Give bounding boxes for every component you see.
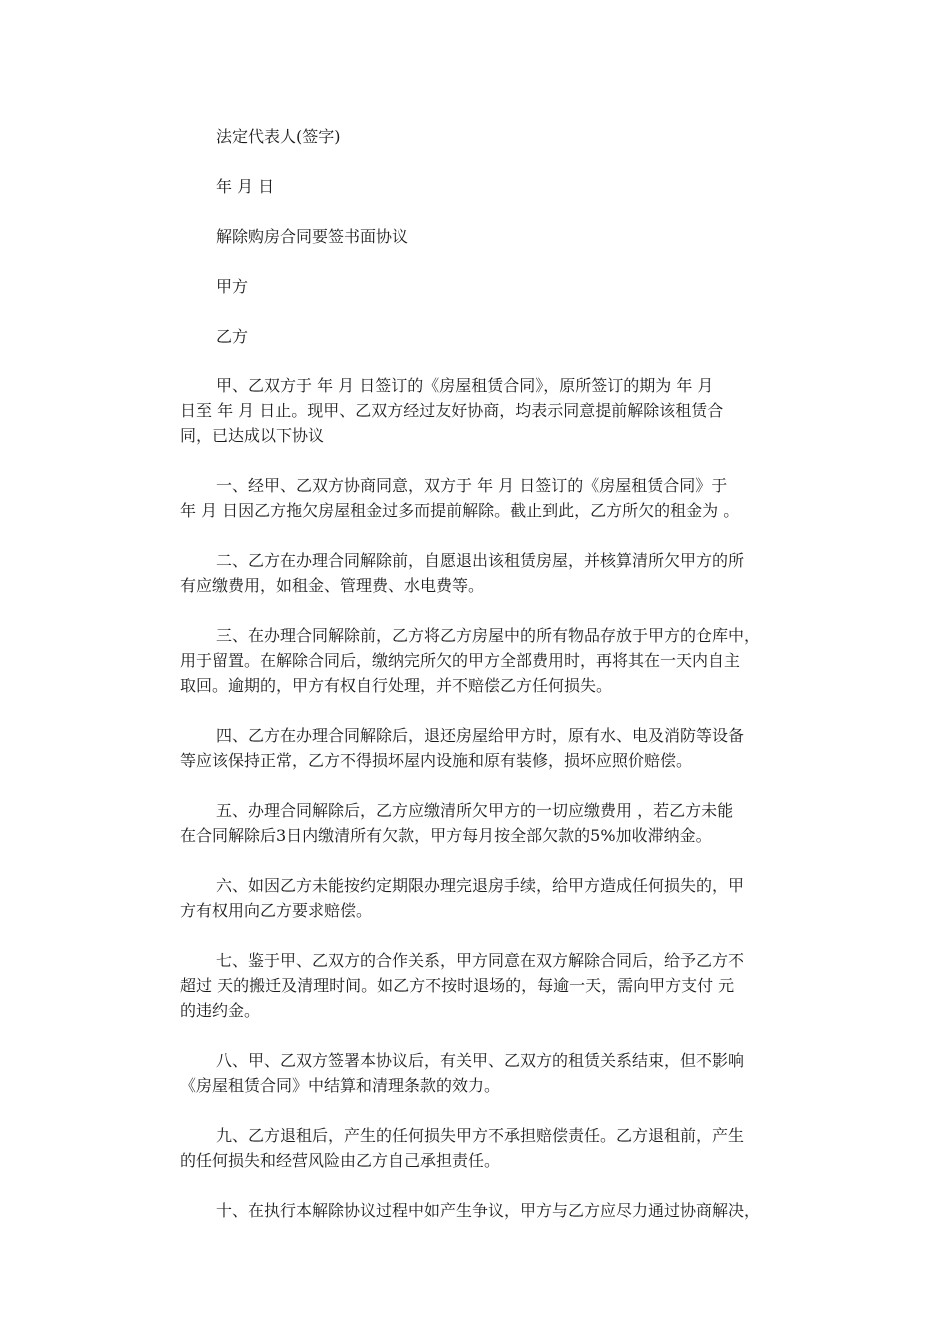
intro-paragraph bbox=[180, 373, 780, 448]
clause-10 bbox=[180, 1198, 780, 1223]
clause-line: 三、在办理合同解除前，乙方将乙方房屋中的所有物品存放于甲方的仓库中， bbox=[216, 626, 761, 645]
clause-line: 七、鉴于甲、乙双方的合作关系，甲方同意在双方解除合同后，给予乙方不 bbox=[216, 951, 745, 970]
clause-line: 的违约金。 bbox=[180, 1001, 261, 1020]
clause-9 bbox=[180, 1123, 780, 1173]
clause-8 bbox=[180, 1048, 780, 1098]
clause-5 bbox=[180, 798, 780, 848]
clause-line: 在合同解除后3日内缴清所有欠款，甲方每月按全部欠款的5%加收滞纳金。 bbox=[180, 826, 712, 845]
intro-line: 日至 年 月 日止。现甲、乙双方经过友好协商，均表示同意提前解除该租赁合 bbox=[180, 401, 724, 420]
clause-line: 有应缴费用，如租金、管理费、水电费等。 bbox=[180, 576, 485, 595]
clause-line: 八、甲、乙双方签署本协议后，有关甲、乙双方的租赁关系结束，但不影响 bbox=[216, 1051, 745, 1070]
clause-4 bbox=[180, 723, 780, 773]
intro-line: 同，已达成以下协议 bbox=[180, 426, 325, 445]
party-a-line: 甲方 bbox=[216, 277, 249, 296]
clause-6 bbox=[180, 873, 780, 923]
clause-line: 十、在执行本解除协议过程中如产生争议，甲方与乙方应尽力通过协商解决， bbox=[216, 1201, 761, 1220]
clause-7 bbox=[180, 948, 780, 1023]
clause-line: 五、办理合同解除后，乙方应缴清所欠甲方的一切应缴费用 ，若乙方未能 bbox=[216, 801, 734, 820]
clause-2 bbox=[180, 548, 780, 598]
clause-line: 《房屋租赁合同》中结算和清理条款的效力。 bbox=[180, 1076, 501, 1095]
clause-line: 超过 天的搬迁及清理时间。如乙方不按时退场的，每逾一天，需向甲方支付 元 bbox=[180, 976, 735, 995]
clause-line: 等应该保持正常，乙方不得损坏屋内设施和原有装修，损坏应照价赔偿。 bbox=[180, 751, 693, 770]
clause-line: 四、乙方在办理合同解除后，退还房屋给甲方时，原有水、电及消防等设备 bbox=[216, 726, 745, 745]
party-b-line: 乙方 bbox=[216, 327, 249, 346]
clause-line: 六、如因乙方未能按约定期限办理完退房手续，给甲方造成任何损失的，甲 bbox=[216, 876, 745, 895]
clause-line: 用于留置。在解除合同后，缴纳完所欠的甲方全部费用时，再将其在一天内自主 bbox=[180, 651, 741, 670]
clause-line: 年 月 日因乙方拖欠房屋租金过多而提前解除。截止到此，乙方所欠的租金为 。 bbox=[180, 501, 740, 520]
clause-line: 一、经甲、乙双方协商同意，双方于 年 月 日签订的《房屋租赁合同》于 bbox=[216, 476, 728, 495]
clause-line: 的任何损失和经营风险由乙方自己承担责任。 bbox=[180, 1151, 501, 1170]
clause-line: 取回。逾期的，甲方有权自行处理，并不赔偿乙方任何损失。 bbox=[180, 676, 613, 695]
clause-line: 九、乙方退租后，产生的任何损失甲方不承担赔偿责任。乙方退租前，产生 bbox=[216, 1126, 745, 1145]
clause-line: 方有权用向乙方要求赔偿。 bbox=[180, 901, 373, 920]
legal-representative-signature-line: 法定代表人(签字) bbox=[216, 127, 341, 146]
clause-1 bbox=[180, 473, 780, 523]
clause-line: 二、乙方在办理合同解除前，自愿退出该租赁房屋，并核算清所欠甲方的所 bbox=[216, 551, 745, 570]
date-line: 年 月 日 bbox=[216, 177, 275, 196]
intro-line: 甲、乙双方于 年 月 日签订的《房屋租赁合同》，原所签订的期为 年 月 bbox=[216, 376, 714, 395]
agreement-title: 解除购房合同要签书面协议 bbox=[216, 227, 409, 246]
clause-3 bbox=[180, 623, 780, 698]
